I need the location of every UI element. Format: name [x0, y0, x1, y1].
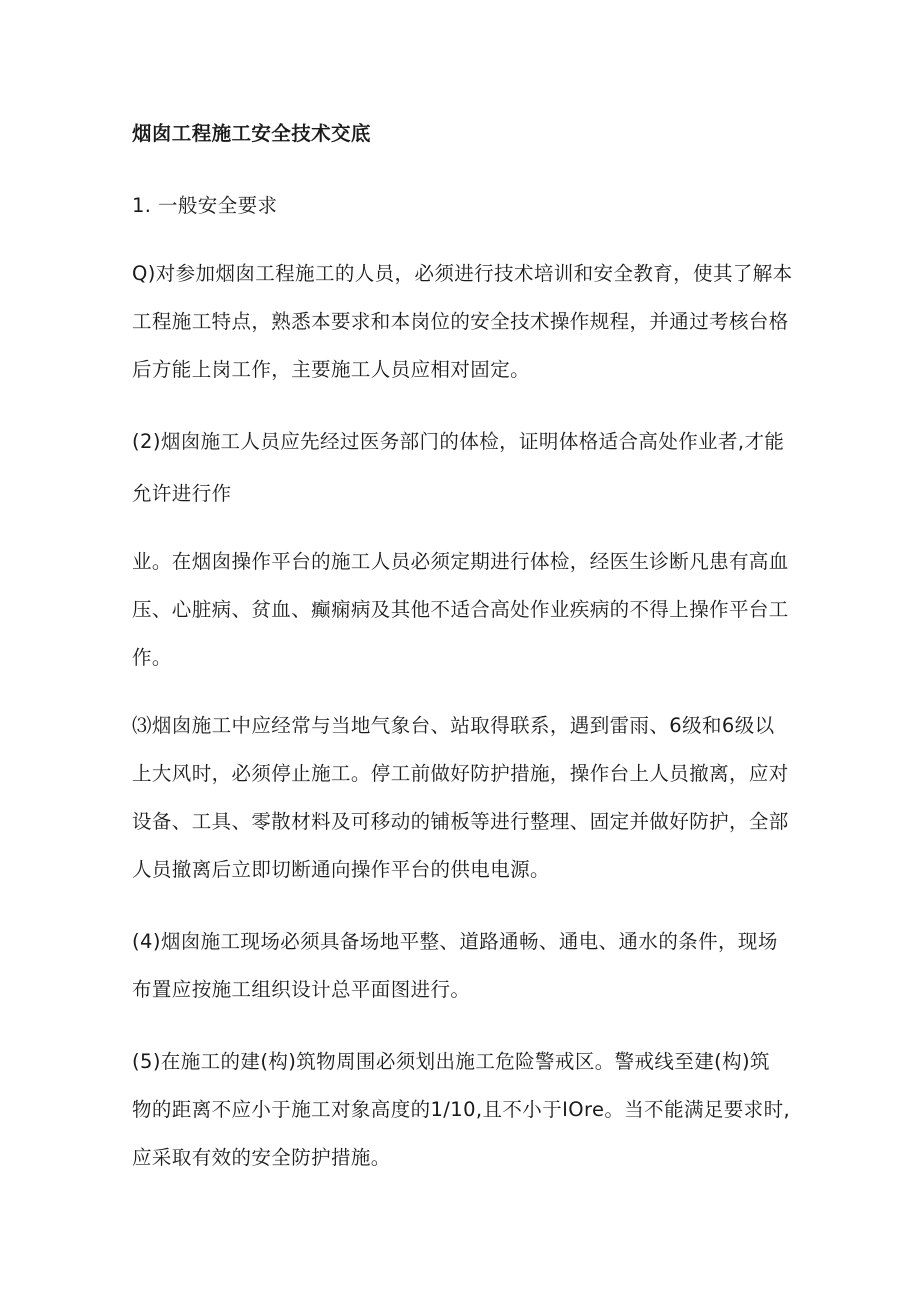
paragraph-6-line-2: 物的距离不应小于施工对象高度的1/10,且不小于IOre。当不能满足要求时, — [132, 1098, 791, 1121]
paragraph-6-line-3: 应采取有效的安全防护措施。 — [132, 1146, 391, 1169]
paragraph-1-line-3: 后方能上岗工作，主要施工人员应相对固定。 — [132, 358, 531, 381]
paragraph-4-line-1: ⑶烟囱施工中应经常与当地气象台、站取得联系，遇到雷雨、6级和6级以 — [132, 714, 775, 737]
paragraph-1-line-1: Q)对参加烟囱工程施工的人员，必须进行技术培训和安全教育，使其了解本 — [132, 262, 793, 285]
paragraph-5-line-1: (4)烟囱施工现场必须具备场地平整、道路通畅、通电、通水的条件，现场 — [132, 930, 778, 953]
paragraph-4-line-4: 人员撤离后立即切断通向操作平台的供电电源。 — [132, 858, 550, 881]
document-title: 烟囱工程施工安全技术交底 — [132, 122, 371, 145]
paragraph-3-line-1: 业。在烟囱操作平台的施工人员必须定期进行体检，经医生诊断凡患有高血 — [132, 550, 789, 573]
paragraph-3-line-2: 压、心脏病、贫血、癫痫病及其他不适合高处作业疾病的不得上操作平台工 — [132, 598, 789, 621]
paragraph-6-line-1: (5)在施工的建(构)筑物周围必须划出施工危险警戒区。警戒线至建(构)筑 — [132, 1050, 770, 1073]
paragraph-2-line-2: 允许进行作 — [132, 482, 232, 505]
paragraph-4-line-3: 设备、工具、零散材料及可移动的铺板等进行整理、固定并做好防护，全部 — [132, 810, 789, 833]
paragraph-4-line-2: 上大风时，必须停止施工。停工前做好防护措施，操作台上人员撤离，应对 — [132, 762, 789, 785]
paragraph-1-line-2: 工程施工特点，熟悉本要求和本岗位的安全技术操作规程，并通过考核台格 — [132, 310, 789, 333]
paragraph-5-line-2: 布置应按施工组织设计总平面图进行。 — [132, 978, 471, 1001]
paragraph-2-line-1: (2)烟囱施工人员应先经过医务部门的体检，证明体格适合高处作业者,才能 — [132, 430, 785, 453]
paragraph-3-line-3: 作。 — [132, 646, 172, 669]
section-heading: 1. 一般安全要求 — [132, 194, 278, 217]
